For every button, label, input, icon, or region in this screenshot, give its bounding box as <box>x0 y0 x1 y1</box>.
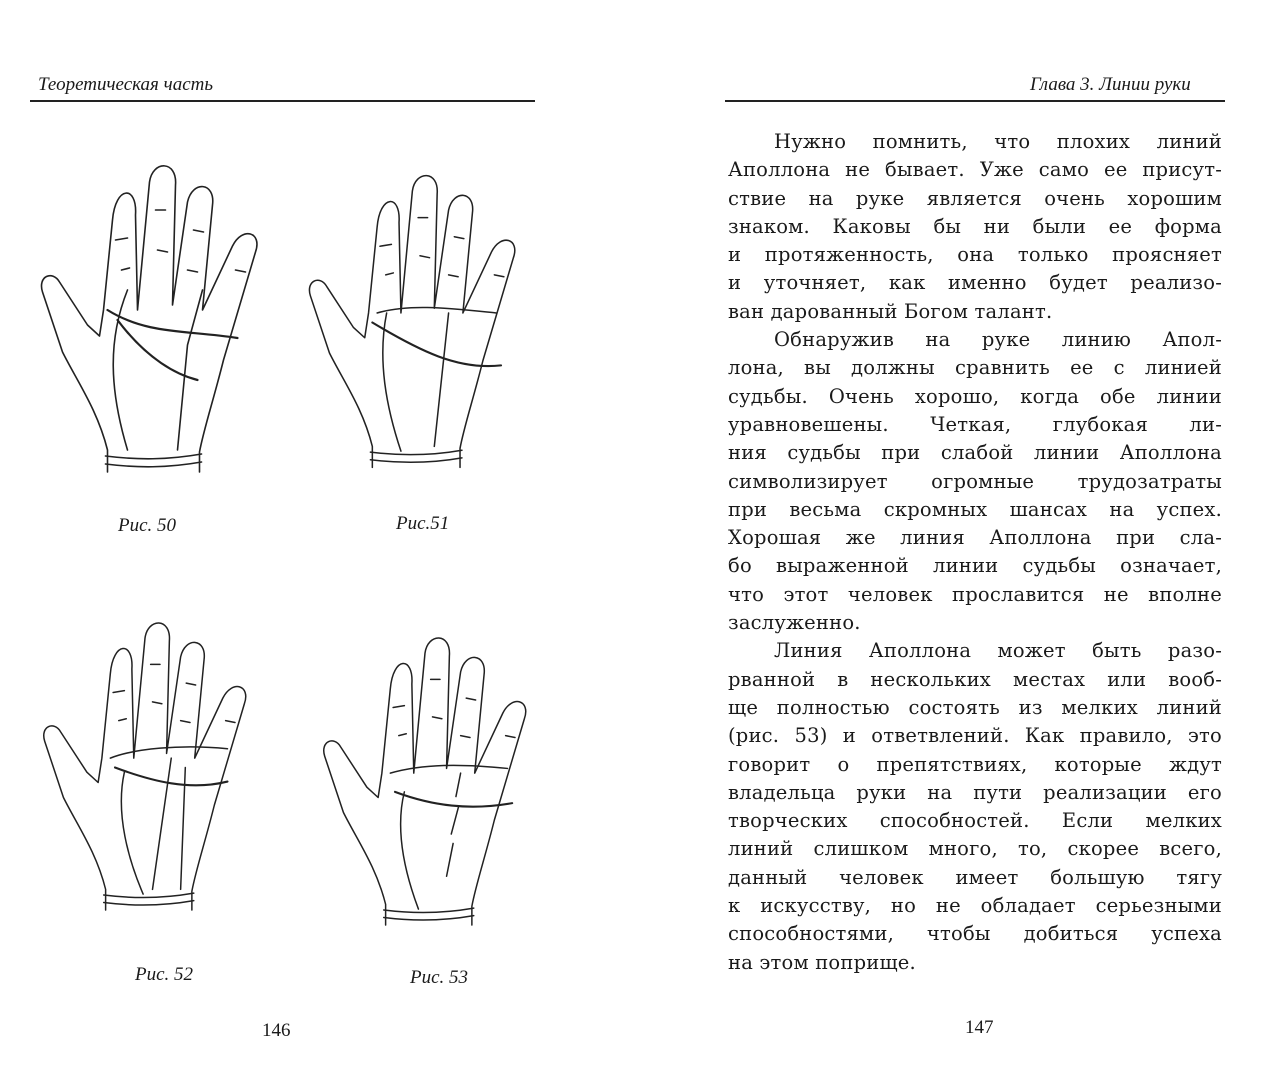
text-line: Нужно помнить, что плохих линий <box>774 130 1222 153</box>
text-line: ван дарованный Богом талант. <box>728 299 1053 323</box>
hand-figure-51 <box>305 170 535 475</box>
text-line: бо выраженной линии судьбы означает, <box>728 554 1222 578</box>
text-line: уравновешены. Четкая, глубокая ли- <box>728 412 1222 436</box>
left-page-number: 146 <box>262 1020 291 1041</box>
hand-figure-52 <box>40 610 265 925</box>
text-line: к искусству, но не обладает серьезными <box>728 894 1222 918</box>
figure-caption-50: Рис. 50 <box>118 515 177 536</box>
text-line: заслуженно. <box>728 611 861 635</box>
text-line: ствие на руке является очень хорошим <box>728 186 1222 210</box>
figure-caption-53: Рис. 53 <box>410 967 469 988</box>
right-header-rule <box>725 100 1225 102</box>
text-line: ния судьбы при слабой линии Аполлона <box>728 441 1222 465</box>
text-line: символизирует огромные трудозатраты <box>728 469 1222 493</box>
text-line: Аполлона не бывает. Уже само ее присут- <box>728 158 1222 182</box>
hand-figure-50 <box>35 160 280 480</box>
text-line: и уточняет, как именно будет реализо- <box>728 271 1222 295</box>
text-line: данный человек имеет большую тягу <box>728 865 1222 889</box>
text-line: линий слишком много, то, скорее всего, <box>728 837 1222 861</box>
text-line: знаком. Каковы бы ни были ее форма <box>728 214 1222 238</box>
figure-caption-51: Рис.51 <box>396 513 450 534</box>
text-line: рванной в нескольких местах или вооб- <box>728 667 1222 691</box>
text-line: говорит о препятствиях, которые ждут <box>728 752 1222 776</box>
text-line: и протяженность, она только проясняет <box>728 243 1222 267</box>
text-line: ще полностью состоять из мелких линий <box>728 695 1222 719</box>
text-line: на этом поприще. <box>728 950 916 974</box>
text-line: творческих способностей. Если мелких <box>728 809 1222 833</box>
text-line: владельца руки на пути реализации его <box>728 780 1222 804</box>
body-text <box>728 128 1222 977</box>
left-header-rule <box>30 100 535 102</box>
text-line: что этот человек прославится не вполне <box>728 582 1222 606</box>
text-line: способностями, чтобы добиться успеха <box>728 922 1222 946</box>
figure-caption-52: Рис. 52 <box>135 964 194 985</box>
text-line: Хорошая же линия Аполлона при сла- <box>728 526 1222 550</box>
text-line: Обнаружив на руке линию Апол- <box>774 328 1222 352</box>
text-line: (рис. 53) и ответвлений. Как правило, это <box>728 724 1222 748</box>
text-line: судьбы. Очень хорошо, когда обе линии <box>728 384 1222 408</box>
right-page-number: 147 <box>965 1017 994 1038</box>
text-line: Линия Аполлона может быть разо- <box>774 639 1222 663</box>
text-line: при весьма скромных шансах на успех. <box>728 497 1222 521</box>
text-line: лона, вы должны сравнить ее с линией <box>728 356 1222 380</box>
hand-figure-53 <box>320 625 545 940</box>
right-running-header: Глава 3. Линии руки <box>1030 74 1191 95</box>
left-running-header: Теоретическая часть <box>38 74 214 95</box>
